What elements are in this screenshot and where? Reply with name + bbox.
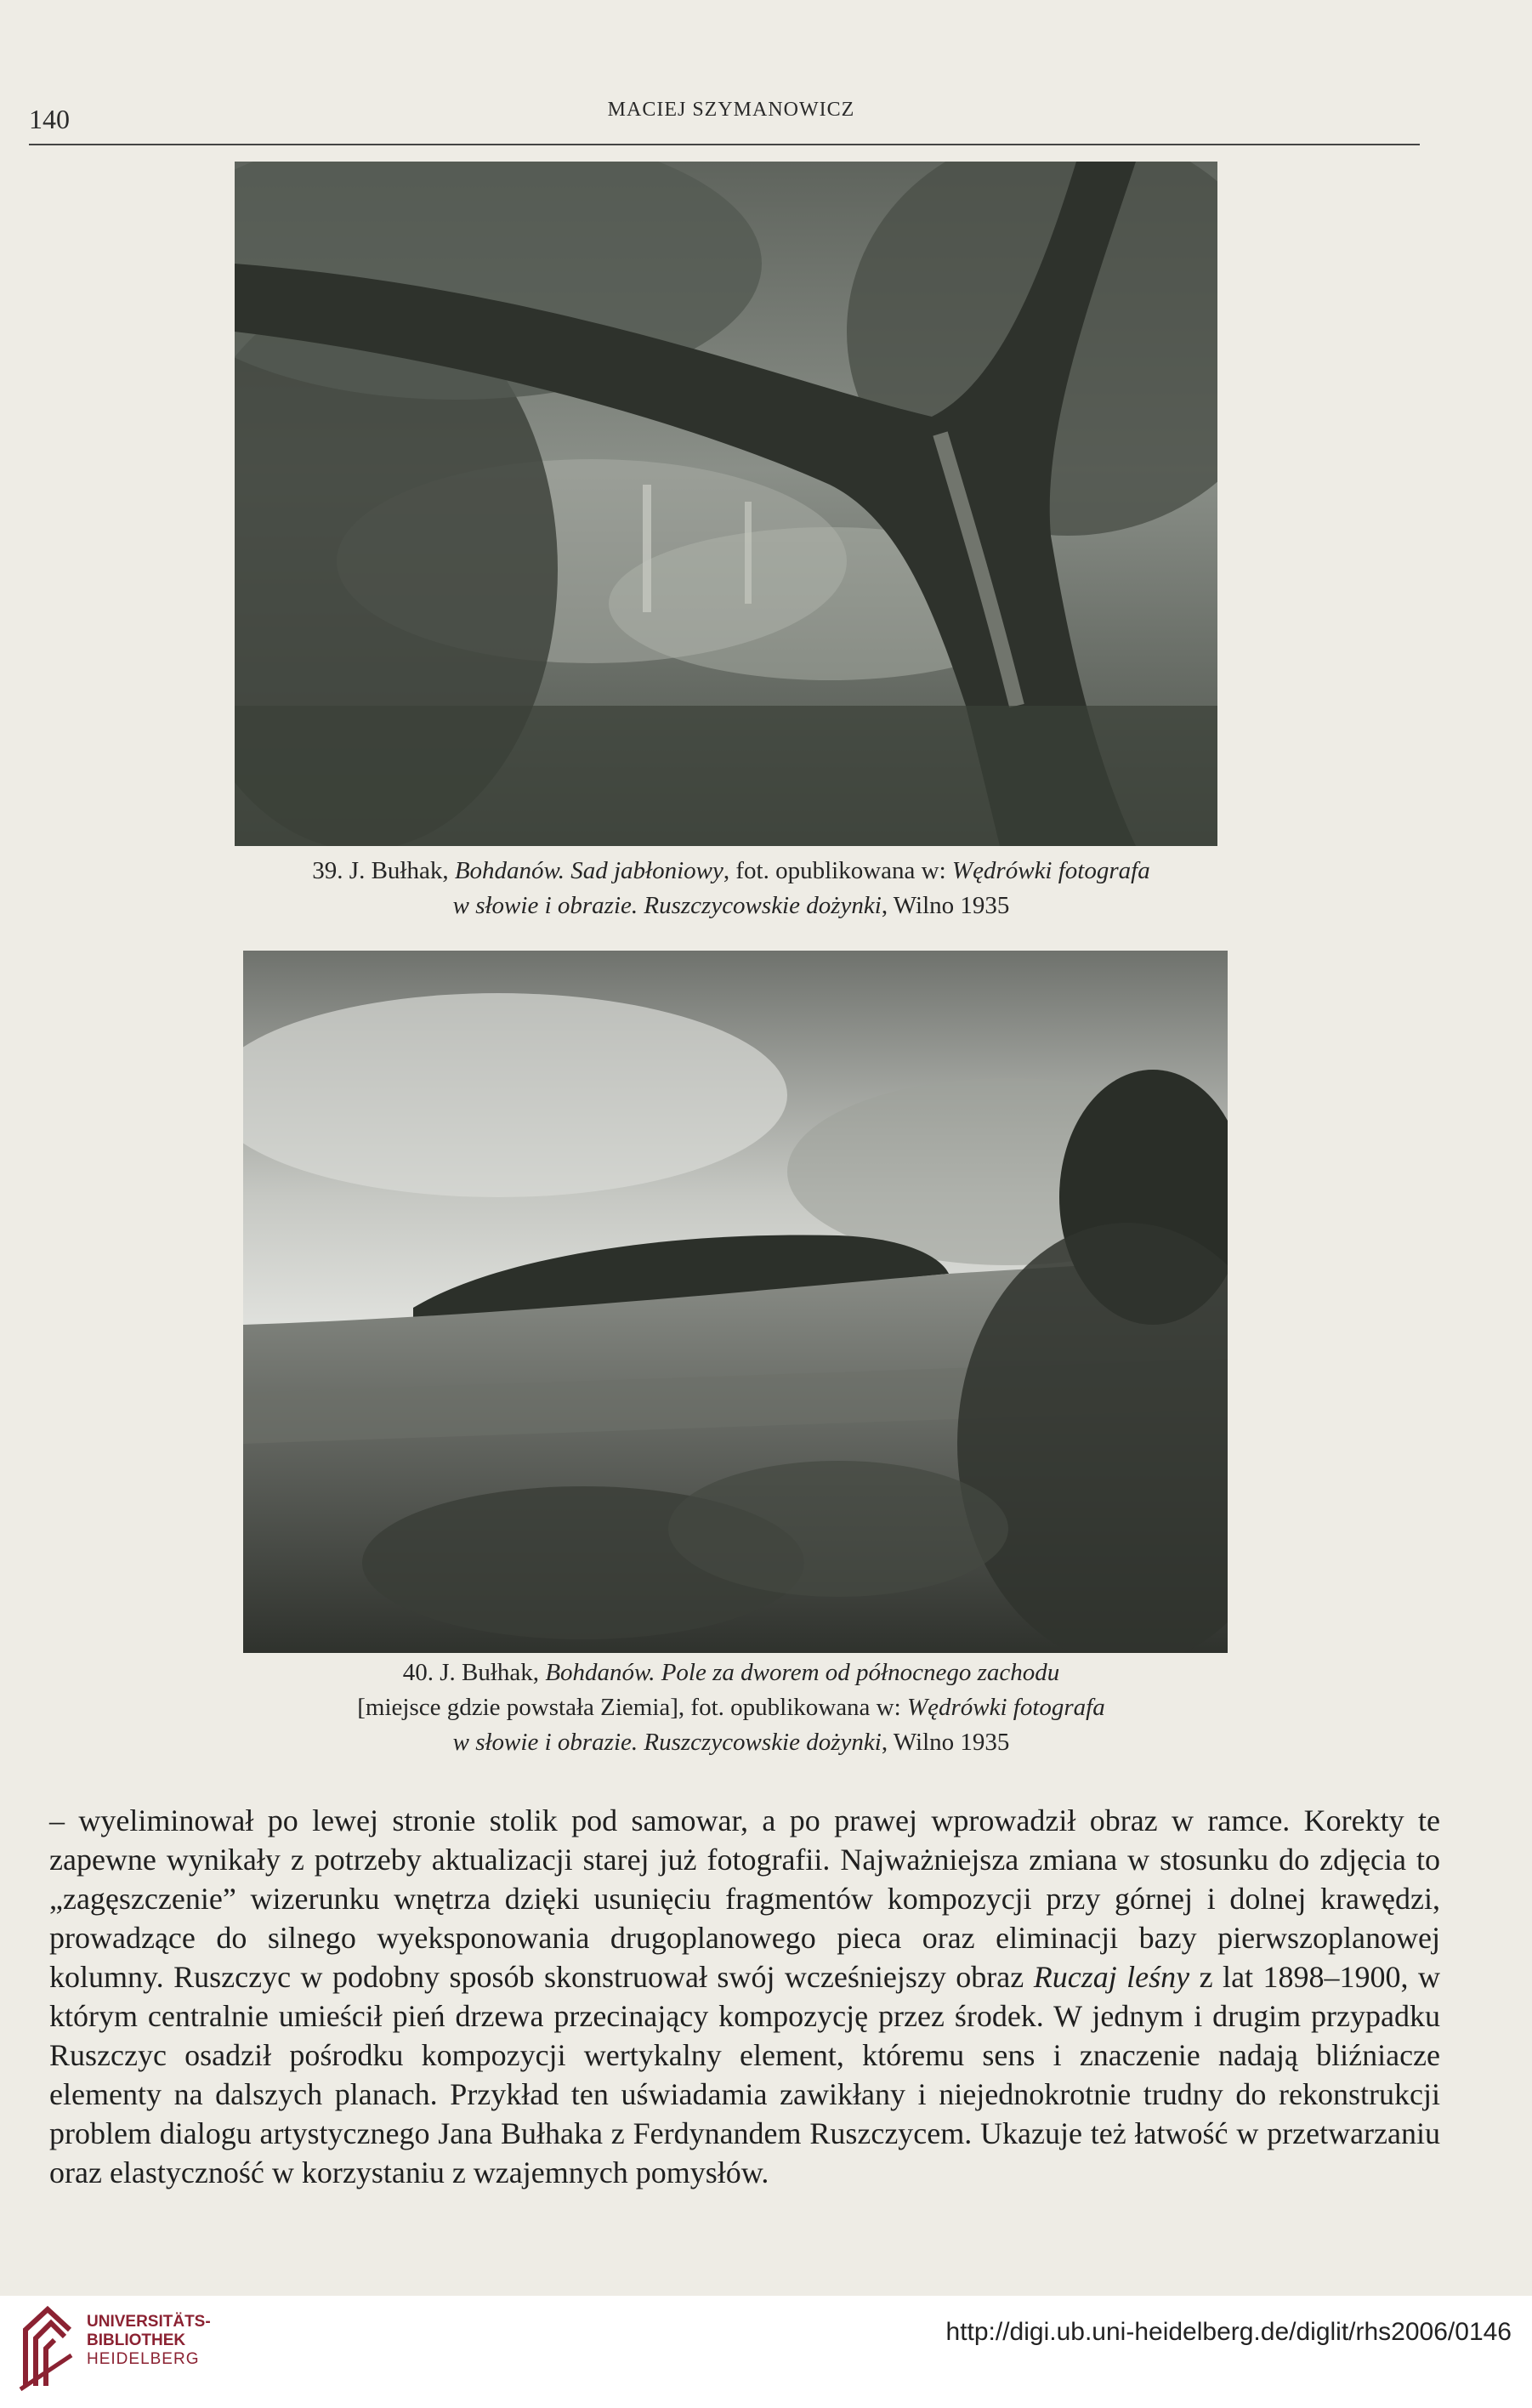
logo-line-3: HEIDELBERG	[87, 2350, 200, 2368]
caption-40-line-2	[221, 1690, 1241, 1725]
figure-39-photo	[235, 162, 1217, 846]
caption-39-place-date: , Wilno 1935	[881, 892, 1010, 919]
painting-title: Ruczaj leśny	[1033, 1960, 1190, 1994]
caption-40-line-3	[221, 1725, 1241, 1760]
orchard-photo-image	[235, 162, 1217, 846]
figure-39-caption	[221, 854, 1241, 923]
caption-39-author: 39. J. Bułhak,	[312, 857, 455, 884]
logo-line-1: UNIVERSITÄTS-	[87, 2313, 211, 2331]
figure-40-caption	[221, 1656, 1241, 1760]
paragraph-text-part-1: – wyeliminował po lewej stronie stolik pod samowar, a po prawej wprowadził obraz w ramce. Korekty te zapewne wynikały z potrzeby aktualizacji starej już fotografii. Najważniejsza zmiana w stosunku do zdjęcia to „zagęszczenie” wizerunku wnętrza dzięki usunięciu fragmentów kompozycji przy górnej i dolnej krawędzi, prowadzące do silnego wyeksponowania drugoplanowego pieca oraz eliminacji bazy pierwszoplanowej kolumny. Ruszczyc w podobny sposób skonstruował swój wcześniejszy obraz	[49, 1803, 1440, 1994]
logo-line-2: BIBLIOTHEK	[87, 2331, 186, 2349]
library-logo-text	[87, 2313, 211, 2369]
caption-40-line-1	[221, 1656, 1241, 1690]
caption-39-book-title-1: Wędrówki fotografa	[951, 857, 1150, 884]
caption-39-book-title-2: w słowie i obrazie. Ruszczycowskie dożynki	[452, 892, 882, 919]
running-head: MACIEJ SZYMANOWICZ	[607, 99, 855, 121]
caption-39-line-2	[221, 889, 1241, 923]
header-rule	[29, 144, 1420, 145]
digital-copy-url-link[interactable]: http://digi.ub.uni-heidelberg.de/diglit/rhs2006/0146	[945, 2318, 1512, 2346]
caption-40-author: 40. J. Bułhak,	[402, 1659, 546, 1686]
caption-39-place: Bohdanów.	[454, 857, 565, 884]
figure-40-photo	[243, 951, 1228, 1653]
paragraph-text-part-2: z lat 1898–1900, w którym centralnie umieścił pień drzewa przecinający kompozycję przez środek. W jednym i drugim przypadku Ruszczyc osadził pośrodku kompozycji wertykalny element, któremu sens i znaczenie nadają bliźniacze elementy na dalszych planach. Przykład ten uświadamia zawikłany i niejednokrotnie trudny do rekonstrukcji problem dialogu artystycznego Jana Bułhaka z Ferdynandem Ruszczycem. Ukazuje też łatwość w przetwarzaniu oraz elastyczność w korzystaniu z wzajemnych pomysłów.	[49, 1960, 1440, 2189]
page-number: 140	[29, 104, 70, 134]
library-logo-icon	[17, 2304, 77, 2394]
caption-40-place-date: , Wilno 1935	[881, 1729, 1010, 1756]
caption-39-publication: , fot. opublikowana w:	[723, 857, 952, 884]
body-paragraph	[49, 1801, 1440, 2192]
caption-39-title: Sad jabłoniowy	[565, 857, 723, 884]
caption-40-title: Pole za dworem od północnego zachodu	[655, 1659, 1060, 1686]
caption-39-line-1	[221, 854, 1241, 889]
paragraph	[49, 1801, 1440, 2192]
field-photo-image	[243, 951, 1228, 1653]
caption-40-book-title-2: w słowie i obrazie. Ruszczycowskie dożynki	[452, 1729, 882, 1756]
caption-40-publication: [miejsce gdzie powstała Ziemia], fot. opublikowana w:	[357, 1694, 907, 1721]
caption-40-book-title-1: Wędrówki fotografa	[906, 1694, 1105, 1721]
digitization-footer	[0, 2296, 1532, 2408]
caption-40-place: Bohdanów.	[545, 1659, 655, 1686]
